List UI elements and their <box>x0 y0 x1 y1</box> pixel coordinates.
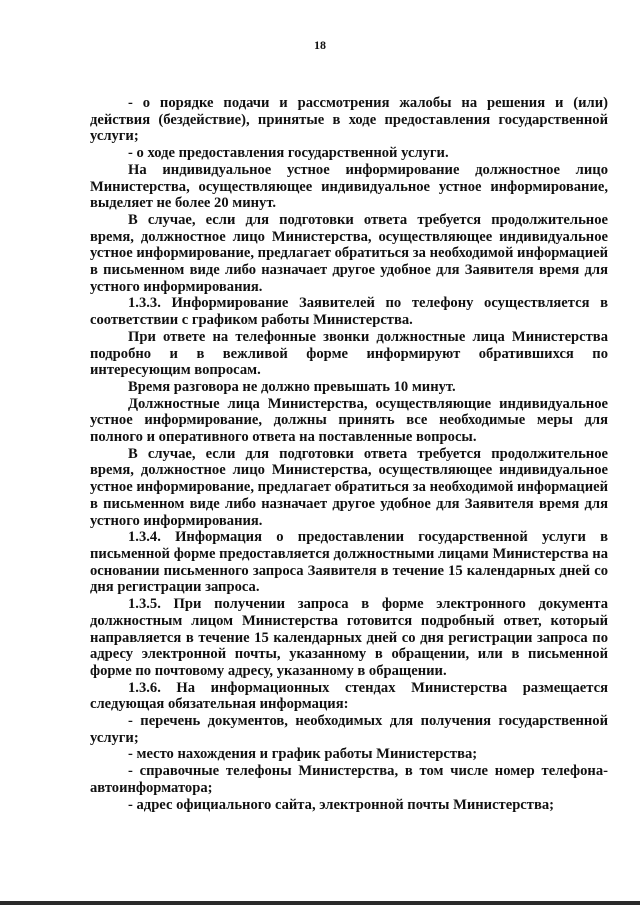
paragraph-complaint-order: - о порядке подачи и рассмотрения жалобы на решения и (или) действия (бездействие), принятые в ходе предоставления государственной услуги; <box>90 95 608 145</box>
list-item-documents: - перечень документов, необходимых для получения государственной услуги; <box>90 713 608 746</box>
list-item-website: - адрес официального сайта, электронной почты Министерства; <box>128 796 554 813</box>
list-item-phones: - справочные телефоны Министерства, в том числе номер телефона-автоинформатора; <box>90 763 608 796</box>
paragraph-service-progress: - о ходе предоставления государственной услуги. <box>128 145 449 162</box>
body-text <box>90 95 608 813</box>
scan-edge-divider <box>0 901 640 905</box>
paragraph-oral-info-time: На индивидуальное устное информирование должностное лицо Министерства, осуществляющее индивидуальное устное информирование, выделяет не более 20 минут. <box>90 161 608 212</box>
list-item-location: - место нахождения и график работы Министерства; <box>128 746 478 763</box>
paragraph-long-answer-phone: В случае, если для подготовки ответа требуется продолжительное время, должностное лицо Министерства, осуществляющее индивидуальное устное информирование, предлагает обратиться за необходимой информацией в письменном виде либо назначает другое удобное для Заявителя время для устного информирования. <box>90 445 608 529</box>
paragraph-long-answer-oral: В случае, если для подготовки ответа требуется продолжительное время, должностное лицо Министерства, осуществляющее индивидуальное устное информирование, предлагает обратиться за необходимой информацией в письменном виде либо назначает другое удобное для Заявителя время для устного информирования. <box>90 211 608 295</box>
paragraph-1-3-3: 1.3.3. Информирование Заявителей по телефону осуществляется в соответствии с графиком работы Министерства. <box>90 295 608 329</box>
paragraph-call-duration: Время разговора не должно превышать 10 минут. <box>128 378 456 395</box>
paragraph-1-3-5: 1.3.5. При получении запроса в форме электронного документа должностным лицом Министерства готовится подробный ответ, который направляется в течение 15 календарных дней со дня регистрации запроса по адресу электронной почты, указанному в обращении, или в письменной форме по почтовому адресу, указанному в обращении. <box>90 596 608 679</box>
paragraph-1-3-4: 1.3.4. Информация о предоставлении государственной услуги в письменной форме предоставляется должностными лицами Министерства на основании письменного запроса Заявителя в течение 15 календарных дней со дня регистрации запроса. <box>90 529 608 596</box>
paragraph-phone-answers: При ответе на телефонные звонки должностные лица Министерства подробно и в вежливой форме информируют обратившихся по интересующим вопросам. <box>90 328 608 379</box>
page-number: 18 <box>314 38 326 52</box>
paragraph-officials-measures: Должностные лица Министерства, осуществляющие индивидуальное устное информирование, должны принять все необходимые меры для полного и оперативного ответа на поставленные вопросы. <box>90 395 608 446</box>
paragraph-1-3-6: 1.3.6. На информационных стендах Министерства размещается следующая обязательная информация: <box>90 679 608 713</box>
